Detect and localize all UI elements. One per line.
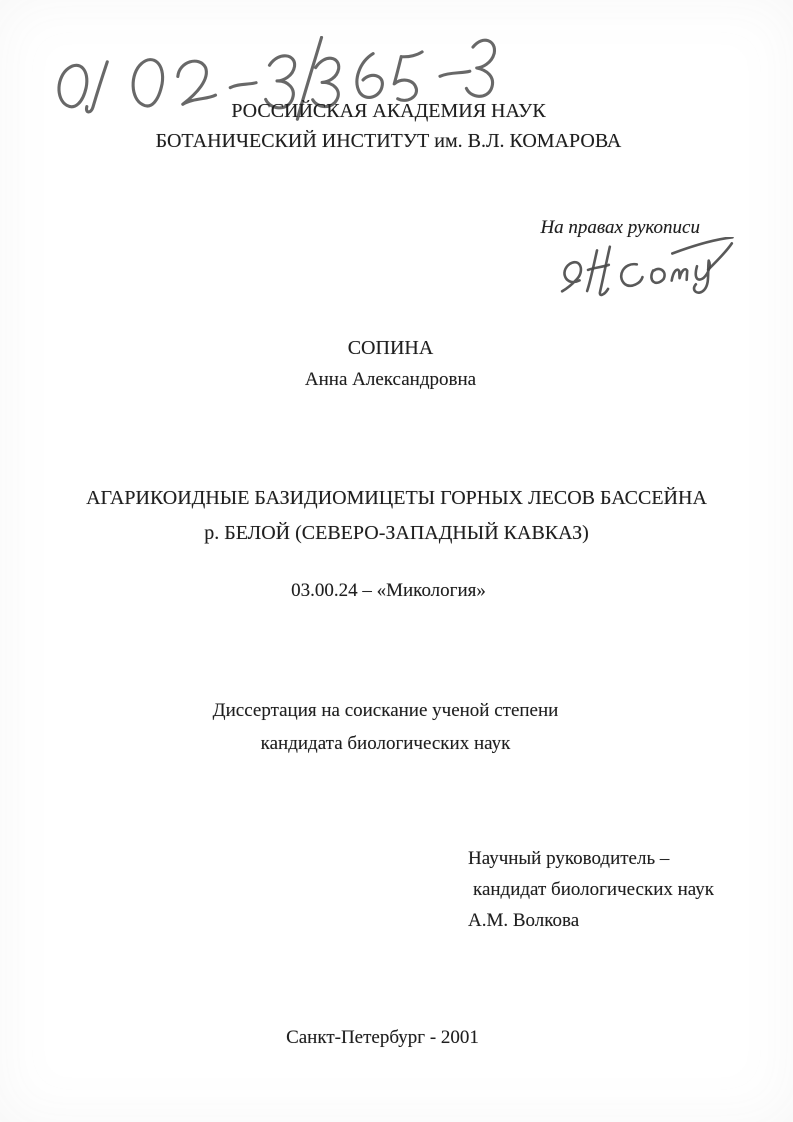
dissertation-title-line1: АГАРИКОИДНЫЕ БАЗИДИОМИЦЕТЫ ГОРНЫХ ЛЕСОВ БАССЕЙНА bbox=[86, 487, 707, 509]
header-organization: РОССИЙСКАЯ АКАДЕМИЯ НАУК bbox=[231, 100, 546, 122]
imprint-city-year: Санкт-Петербург - 2001 bbox=[286, 1027, 479, 1048]
author-surname: СОПИНА bbox=[347, 337, 434, 359]
author-given-names: Анна Александровна bbox=[304, 369, 477, 390]
specialty-code: 03.00.24 – «Микология» bbox=[291, 580, 486, 601]
degree-statement-line2: кандидата биологических наук bbox=[260, 733, 511, 754]
dissertation-title-line2: р. БЕЛОЙ (СЕВЕРО-ЗАПАДНЫЙ КАВКАЗ) bbox=[204, 522, 589, 544]
supervisor-heading: Научный руководитель – bbox=[468, 848, 670, 869]
supervisor-degree: кандидат биологических наук bbox=[473, 879, 714, 900]
manuscript-rights-note: На правах рукописи bbox=[540, 217, 700, 238]
supervisor-name: А.М. Волкова bbox=[468, 910, 580, 931]
degree-statement-line1: Диссертация на соискание ученой степени bbox=[212, 700, 559, 721]
handwritten-signature bbox=[553, 237, 735, 299]
header-institute: БОТАНИЧЕСКИЙ ИНСТИТУТ им. В.Л. КОМАРОВА bbox=[155, 130, 622, 152]
